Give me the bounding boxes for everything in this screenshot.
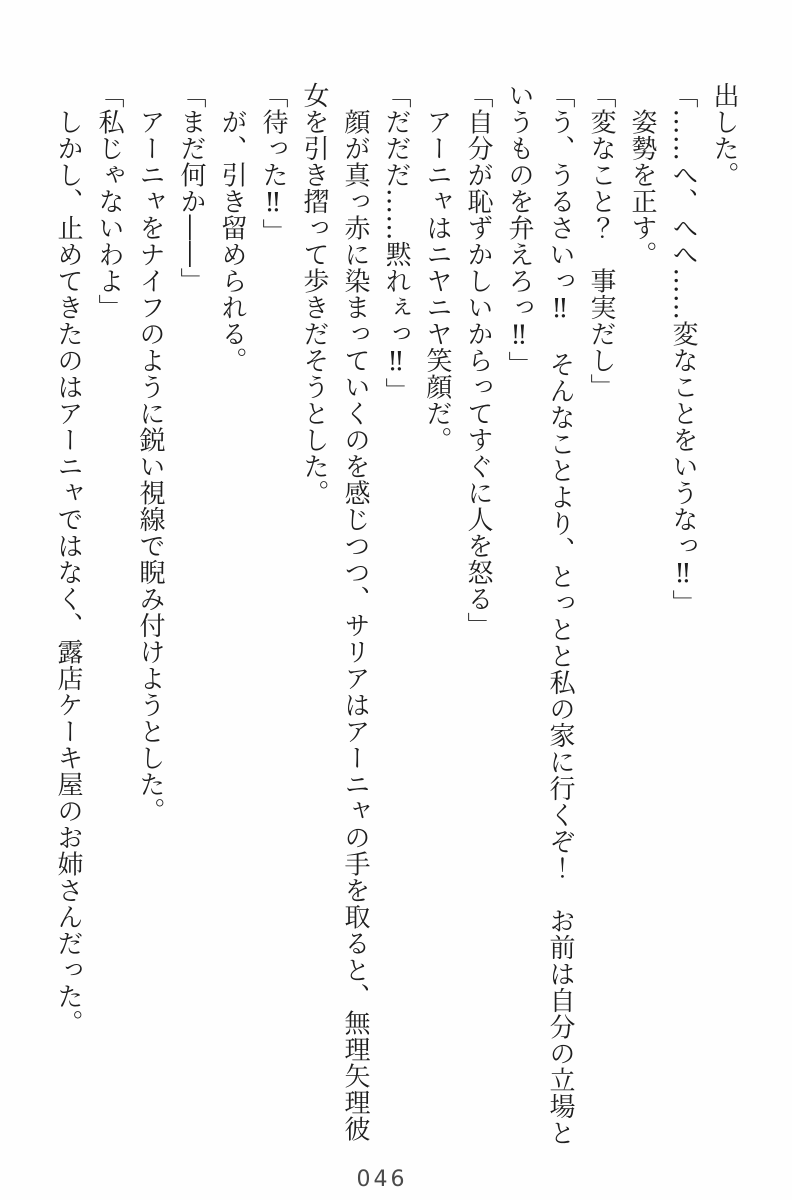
text-line: 「……へ、へへ……変なことをいうなっ‼」 xyxy=(668,82,698,616)
text-line: しかし、止めてきたのはアーニャではなく、露店ケーキ屋のお姉さんだった。 xyxy=(53,82,83,1036)
text-line: 姿勢を正す。 xyxy=(627,82,657,268)
text-line: 「待った‼」 xyxy=(258,82,288,245)
text-line: 「だだだ……黙れぇっ‼」 xyxy=(381,82,411,404)
text-line: 「私じゃないわよ」 xyxy=(94,82,124,321)
text-line: 「変なこと？ 事実だし」 xyxy=(586,82,616,400)
text-line: 「まだ何か――」 xyxy=(176,82,206,294)
text-line: 「う、うるさいっ‼ そんなことより、とっとと私の家に行くぞ！ お前は自分の立場と xyxy=(545,82,575,1146)
text-line: いうものを弁えろっ‼」 xyxy=(504,82,534,378)
text-line: 女を引き摺って歩きだそうとした。 xyxy=(299,82,329,506)
text-line: が、引き留められる。 xyxy=(217,82,247,374)
text-line: 出した。 xyxy=(709,82,739,188)
text-line: アーニャはニヤニヤ笑顔だ。 xyxy=(422,82,452,453)
text-line: 「自分が恥ずかしいからってすぐに人を怒る」 xyxy=(463,82,493,639)
text-line: アーニャをナイフのように鋭い視線で睨み付けようとした。 xyxy=(135,82,165,824)
text-line: 顔が真っ赤に染まっていくのを感じつつ、サリアはアーニャの手を取ると、無理矢理彼 xyxy=(340,82,370,1142)
page-text xyxy=(47,82,744,1146)
page-number: 046 xyxy=(356,1167,408,1192)
